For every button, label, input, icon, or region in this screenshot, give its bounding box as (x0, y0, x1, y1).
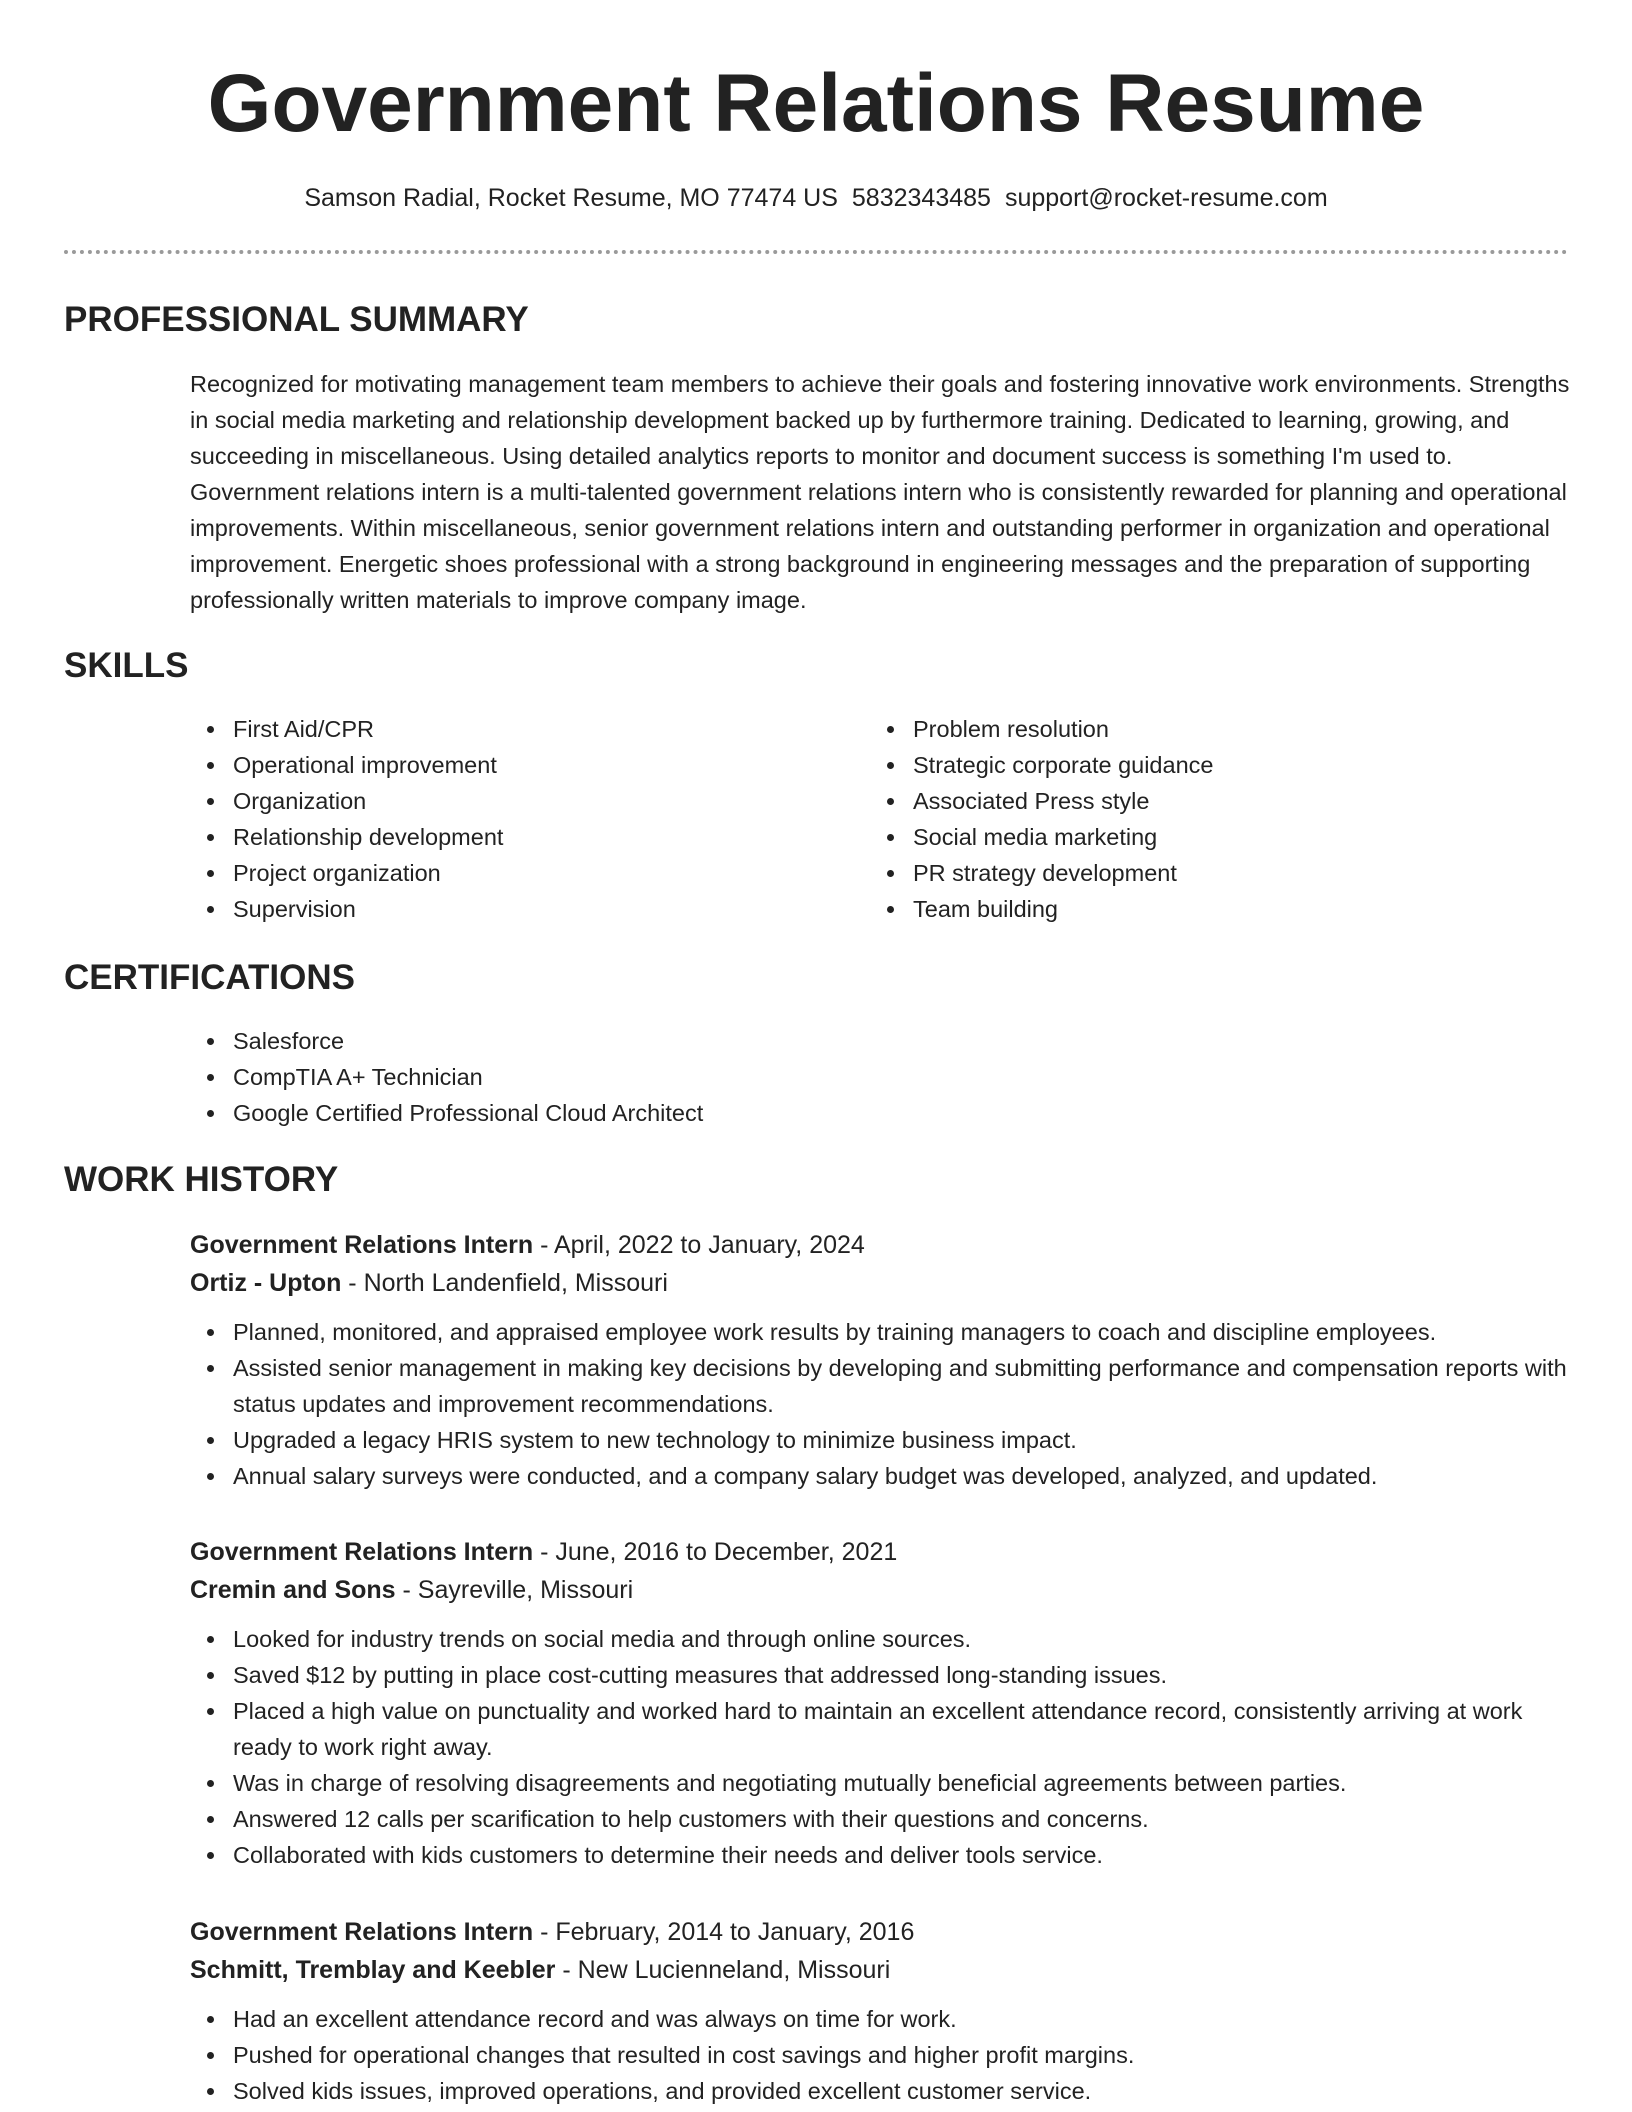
job-company-line (190, 1571, 1570, 1609)
section-heading-work-history: WORK HISTORY (64, 1160, 339, 1199)
skill-item: Project organization (190, 855, 503, 891)
contact-phone: 5832343485 (851, 184, 991, 212)
skills-column-left (190, 711, 503, 927)
bullet-icon (207, 1365, 214, 1372)
bullet-icon (207, 834, 214, 841)
certification-item: CompTIA A+ Technician (190, 1059, 703, 1095)
bullet-icon (887, 726, 894, 733)
bullet-icon (207, 1852, 214, 1859)
contact-address: Samson Radial, Rocket Resume, MO 77474 US (304, 184, 838, 212)
job-dates: - April, 2022 to January, 2024 (533, 1231, 865, 1259)
skill-item: Operational improvement (190, 747, 503, 783)
job-title-line (190, 1533, 1570, 1571)
job-bullet: Annual salary surveys were conducted, and a company salary budget was developed, analyzed, and updated. (190, 1458, 1570, 1494)
bullet-icon (207, 1780, 214, 1787)
job-bullet: Was in charge of resolving disagreements and negotiating mutually beneficial agreements between parties. (190, 1765, 1570, 1801)
job-location: - North Landenfield, Missouri (341, 1269, 668, 1297)
bullet-icon (207, 1329, 214, 1336)
job-title: Government Relations Intern (190, 1231, 534, 1259)
job-bullet: Collaborated with kids customers to determine their needs and deliver tools service. (190, 1837, 1570, 1873)
skill-item: Social media marketing (870, 819, 1213, 855)
job-bullet: Upgraded a legacy HRIS system to new technology to minimize business impact. (190, 1422, 1570, 1458)
skill-item: PR strategy development (870, 855, 1213, 891)
certification-item: Salesforce (190, 1023, 703, 1059)
job-entry (190, 1533, 1570, 1873)
job-company-line (190, 1264, 1570, 1302)
bullet-icon (207, 726, 214, 733)
job-bullet: Pushed for operational changes that resulted in cost savings and higher profit margins. (190, 2037, 1570, 2073)
job-bullet: Answered 12 calls per scarification to help customers with their questions and concerns. (190, 1801, 1570, 1837)
job-entry (190, 1913, 1570, 2109)
bullet-icon (887, 762, 894, 769)
skill-item: Organization (190, 783, 503, 819)
certification-item: Google Certified Professional Cloud Architect (190, 1095, 703, 1131)
skill-item: Associated Press style (870, 783, 1213, 819)
job-location: - Sayreville, Missouri (395, 1576, 634, 1604)
job-title-line (190, 1226, 1570, 1264)
job-bullet: Had an excellent attendance record and was always on time for work. (190, 2001, 1570, 2037)
bullet-icon (207, 2052, 214, 2059)
bullet-icon (207, 798, 214, 805)
skill-item: Problem resolution (870, 711, 1213, 747)
bullet-icon (207, 1473, 214, 1480)
contact-line (0, 180, 1632, 216)
bullet-icon (207, 1636, 214, 1643)
header-divider (64, 250, 1568, 254)
bullet-icon (207, 2088, 214, 2095)
job-company: Cremin and Sons (190, 1576, 396, 1604)
bullet-icon (887, 870, 894, 877)
skill-item: Relationship development (190, 819, 503, 855)
job-company-line (190, 1951, 1570, 1989)
job-bullet: Placed a high value on punctuality and worked hard to maintain an excellent attendance record, consistently arriving at work ready to work right away. (190, 1693, 1570, 1765)
bullet-icon (887, 906, 894, 913)
job-company: Schmitt, Tremblay and Keebler (190, 1956, 556, 1984)
skill-item: Strategic corporate guidance (870, 747, 1213, 783)
job-entry (190, 1226, 1570, 1494)
bullet-icon (207, 1816, 214, 1823)
bullet-icon (887, 834, 894, 841)
job-title: Government Relations Intern (190, 1918, 534, 1946)
bullet-icon (207, 1437, 214, 1444)
bullet-icon (207, 1110, 214, 1117)
bullet-icon (207, 1038, 214, 1045)
skill-item: Team building (870, 891, 1213, 927)
bullet-icon (207, 906, 214, 913)
skill-item: Supervision (190, 891, 503, 927)
job-bullet: Planned, monitored, and appraised employee work results by training managers to coach and discipline employees. (190, 1314, 1570, 1350)
resume-title: Government Relations Resume (207, 58, 1425, 149)
job-bullet: Saved $12 by putting in place cost-cutting measures that addressed long-standing issues. (190, 1657, 1570, 1693)
bullet-icon (207, 2016, 214, 2023)
bullet-icon (207, 870, 214, 877)
bullet-icon (207, 1672, 214, 1679)
job-bullet: Looked for industry trends on social media and through online sources. (190, 1621, 1570, 1657)
job-title: Government Relations Intern (190, 1538, 534, 1566)
job-bullet: Assisted senior management in making key decisions by developing and submitting performance and compensation reports with status updates and improvement recommendations. (190, 1350, 1570, 1422)
bullet-icon (207, 762, 214, 769)
section-heading-summary: PROFESSIONAL SUMMARY (64, 300, 529, 339)
job-bullet: Solved kids issues, improved operations, and provided excellent customer service. (190, 2073, 1570, 2109)
bullet-icon (887, 798, 894, 805)
job-location: - New Lucienneland, Missouri (555, 1956, 891, 1984)
job-dates: - June, 2016 to December, 2021 (533, 1538, 898, 1566)
job-company: Ortiz - Upton (190, 1269, 342, 1297)
job-title-line (190, 1913, 1570, 1951)
bullet-icon (207, 1074, 214, 1081)
section-heading-certifications: CERTIFICATIONS (64, 958, 356, 997)
job-dates: - February, 2014 to January, 2016 (533, 1918, 915, 1946)
bullet-icon (207, 1708, 214, 1715)
section-heading-skills: SKILLS (64, 646, 189, 685)
contact-email: support@rocket-resume.com (1004, 184, 1328, 212)
skill-item: First Aid/CPR (190, 711, 503, 747)
skills-column-right (870, 711, 1213, 927)
certifications-list (190, 1023, 703, 1131)
summary-text: Recognized for motivating management team members to achieve their goals and fostering innovative work environments. Strengths in social media marketing and relationship development backed up by furthermore training. Dedicated to learning, growing, and succeeding in miscellaneous. Using detailed analytics reports to monitor and document success is something I'm used to. Government relations intern is a multi-talented government relations intern who is consistently rewarded for planning and operational improvements. Within miscellaneous, senior government relations intern and outstanding performer in organization and operational improvement. Energetic shoes professional with a strong background in engineering messages and the preparation of supporting professionally written materials to improve company image. (190, 371, 1570, 613)
